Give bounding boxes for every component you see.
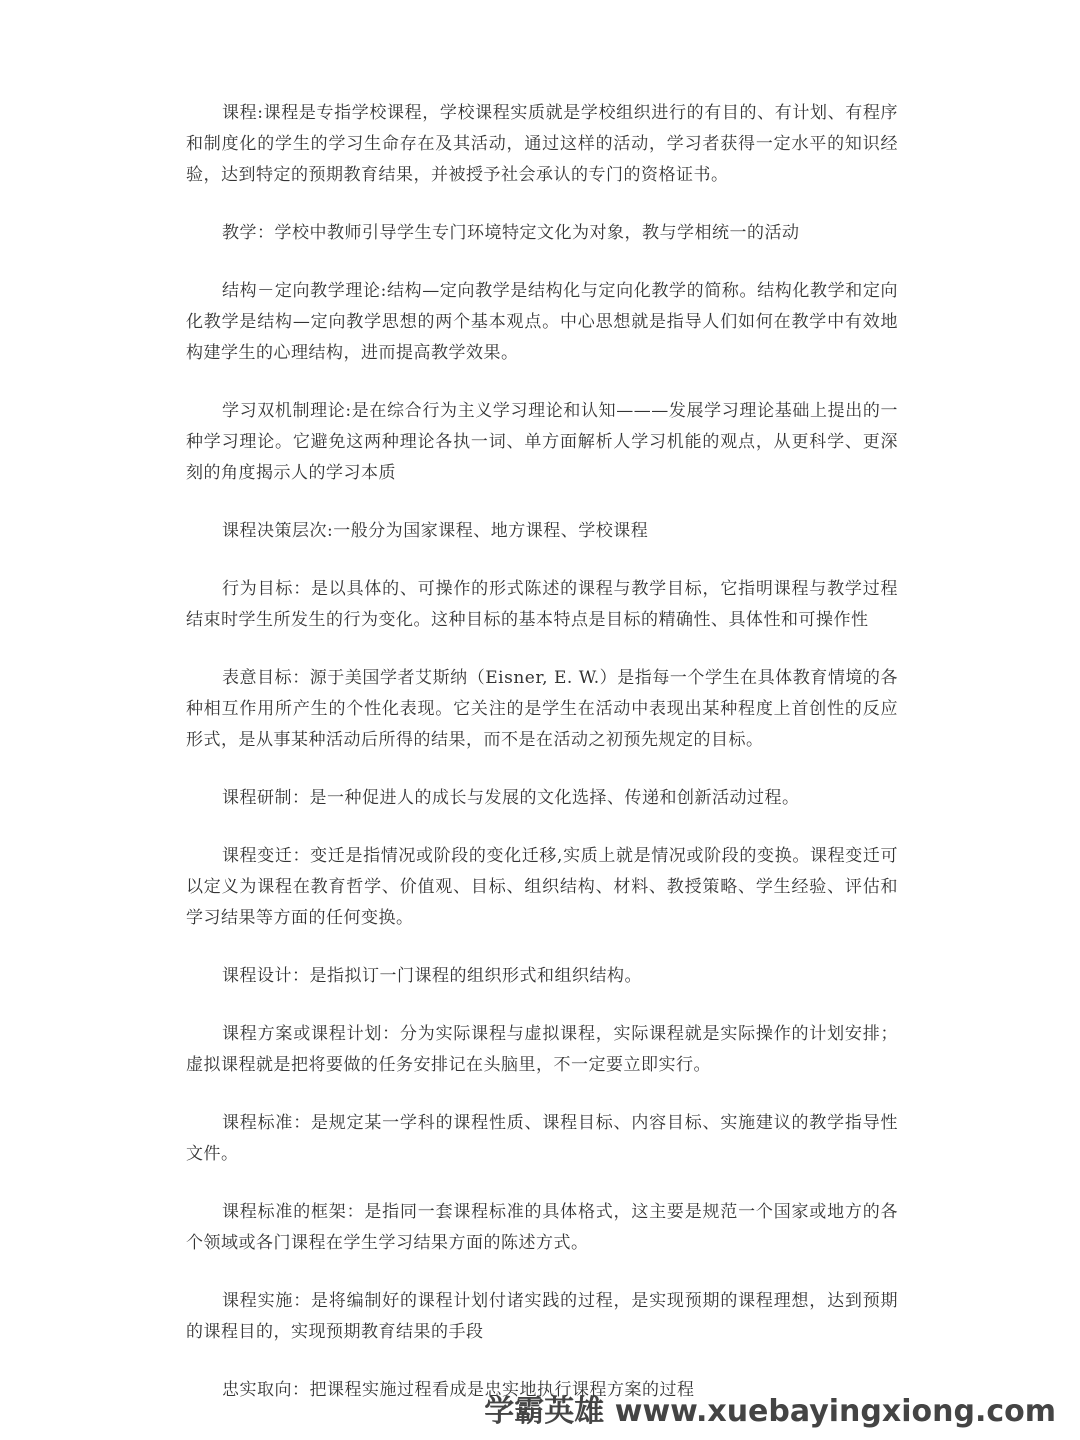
paragraph-curriculum-plan: 课程方案或课程计划：分为实际课程与虚拟课程，实际课程就是实际操作的计划安排；虚拟课程就是把将要做的任务安排记在头脑里，不一定要立即实行。 xyxy=(186,1024,898,1075)
paragraph-curriculum-change: 课程变迁：变迁是指情况或阶段的变化迁移,实质上就是情况或阶段的变换。课程变迁可以定义为课程在教育哲学、价值观、目标、组织结构、材料、教授策略、学生经验、评估和学习结果等方面的任何变换。 xyxy=(186,846,898,928)
paragraph-curriculum-decision-levels: 课程决策层次:一般分为国家课程、地方课程、学校课程 xyxy=(222,521,649,541)
paragraph-curriculum: 课程:课程是专指学校课程，学校课程实质就是学校组织进行的有目的、有计划、有程序和制度化的学生的学习生命存在及其活动，通过这样的活动，学习者获得一定水平的知识经验，达到特定的预期教育结果，并被授予社会承认的专门的资格证书。 xyxy=(186,103,898,185)
paragraph-dual-mechanism-learning-theory: 学习双机制理论:是在综合行为主义学习理论和认知———发展学习理论基础上提出的一种学习理论。它避免这两种理论各执一词、单方面解析人学习机能的观点，从更科学、更深刻的角度揭示人的学习本质 xyxy=(186,401,898,483)
paragraph-curriculum-standards: 课程标准：是规定某一学科的课程性质、课程目标、内容目标、实施建议的教学指导性文件。 xyxy=(186,1113,898,1164)
paragraph-teaching: 教学：学校中教师引导学生专门环境特定文化为对象，教与学相统一的活动 xyxy=(222,223,800,243)
paragraph-expressive-objectives: 表意目标：源于美国学者艾斯纳（Eisner, E. W.）是指每一个学生在具体教育情境的各种相互作用所产生的个性化表现。它关注的是学生在活动中表现出某种程度上首创性的反应形式，是从事某种活动后所得的结果，而不是在活动之初预先规定的目标。 xyxy=(186,668,898,750)
paragraph-curriculum-design: 课程设计：是指拟订一门课程的组织形式和组织结构。 xyxy=(222,966,642,986)
document-body xyxy=(186,98,898,1433)
paragraph-behavioral-objectives: 行为目标：是以具体的、可操作的形式陈述的课程与教学目标，它指明课程与教学过程结束时学生所发生的行为变化。这种目标的基本特点是目标的精确性、具体性和可操作性 xyxy=(186,579,898,630)
site-watermark: 学霸英雄 www.xuebayingxiong.com xyxy=(484,1394,1056,1429)
paragraph-fidelity-orientation: 忠实取向：把课程实施过程看成是忠实地执行课程方案的过程 xyxy=(222,1380,695,1400)
paragraph-structure-oriented-teaching-theory: 结构－定向教学理论:结构—定向教学是结构化与定向化教学的简称。结构化教学和定向化教学是结构—定向教学思想的两个基本观点。中心思想就是指导人们如何在教学中有效地构建学生的心理结构，进而提高教学效果。 xyxy=(186,281,898,363)
paragraph-curriculum-implementation: 课程实施：是将编制好的课程计划付诸实践的过程，是实现预期的课程理想，达到预期的课程目的，实现预期教育结果的手段 xyxy=(186,1291,898,1342)
paragraph-curriculum-development: 课程研制：是一种促进人的成长与发展的文化选择、传递和创新活动过程。 xyxy=(222,788,800,808)
paragraph-curriculum-standards-framework: 课程标准的框架：是指同一套课程标准的具体格式，这主要是规范一个国家或地方的各个领域或各门课程在学生学习结果方面的陈述方式。 xyxy=(186,1202,898,1253)
